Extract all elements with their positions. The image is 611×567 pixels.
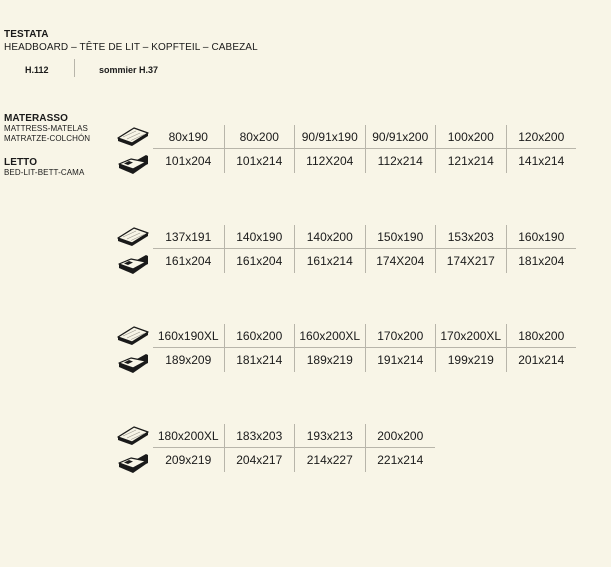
bed-size: 181x214 — [224, 348, 295, 372]
mattress-size: 193x213 — [294, 424, 365, 448]
mattress-size: 80x200 — [224, 125, 295, 149]
bed-size: 191x214 — [365, 348, 436, 372]
bed-size: 112X204 — [294, 149, 365, 173]
bed-icon — [115, 151, 149, 175]
mattress-size: 160x190 — [506, 225, 577, 249]
header-subtitle: HEADBOARD – TÊTE DE LIT – KOPFTEIL – CABEZAL — [4, 42, 258, 53]
bed-size: 121x214 — [435, 149, 506, 173]
mattress-size: 200x200 — [365, 424, 436, 448]
mattress-icon — [115, 123, 149, 147]
bed-size: 201x214 — [506, 348, 577, 372]
mattress-size: 140x200 — [294, 225, 365, 249]
bed-icon — [115, 450, 149, 474]
mattress-size: 183x203 — [224, 424, 295, 448]
bed-size: 141x214 — [506, 149, 577, 173]
mattress-size: 180x200 — [506, 324, 577, 348]
bed-row — [153, 448, 435, 472]
bed-size: 214x227 — [294, 448, 365, 472]
height-label: H.112 — [25, 65, 49, 75]
mattress-size: 100x200 — [435, 125, 506, 149]
bed-size: 174X217 — [435, 249, 506, 273]
bed-size: 161x214 — [294, 249, 365, 273]
mattress-icon — [115, 322, 149, 346]
mattress-icon — [115, 223, 149, 247]
mattress-size: 90/91x190 — [294, 125, 365, 149]
bed-size: 189x209 — [165, 353, 212, 367]
bed-size: 174X204 — [365, 249, 436, 273]
bed-icon — [115, 251, 149, 275]
bed-size: 101x204 — [165, 154, 212, 168]
mattress-size: 120x200 — [506, 125, 577, 149]
mattress-size: 140x190 — [224, 225, 295, 249]
mattress-row — [153, 225, 576, 249]
mattress-size: 150x190 — [365, 225, 436, 249]
size-block-1 — [112, 123, 582, 179]
bed-row — [153, 348, 576, 372]
bed-size: 204x217 — [224, 448, 295, 472]
legend-mattress-sub2: MATRATZE-COLCHÓN — [4, 134, 91, 143]
size-block-4 — [112, 422, 582, 478]
bed-icon — [115, 350, 149, 374]
size-block-2 — [112, 223, 582, 279]
legend-bed-sub: BED-LIT-BETT-CAMA — [4, 168, 85, 177]
bed-size: 199x219 — [435, 348, 506, 372]
mattress-size: 170x200 — [365, 324, 436, 348]
mattress-size: 180x200XL — [157, 429, 219, 443]
mattress-size: 90/91x200 — [365, 125, 436, 149]
mattress-size: 160x190XL — [157, 329, 219, 343]
header-title: TESTATA — [4, 29, 49, 40]
mattress-size: 137x191 — [165, 230, 212, 244]
bed-size: 161x204 — [224, 249, 295, 273]
mattress-size: 153x203 — [435, 225, 506, 249]
mattress-size: 170x200XL — [435, 324, 506, 348]
mattress-row — [153, 125, 576, 149]
mattress-row — [153, 424, 435, 448]
legend-bed-title: LETTO — [4, 157, 38, 168]
mattress-size: 160x200XL — [294, 324, 365, 348]
bed-size: 101x214 — [224, 149, 295, 173]
legend-mattress-title: MATERASSO — [4, 113, 69, 124]
bed-row — [153, 249, 576, 273]
bed-size: 221x214 — [365, 448, 436, 472]
bed-size: 161x204 — [165, 254, 212, 268]
header-divider — [74, 59, 75, 77]
bed-size: 189x219 — [294, 348, 365, 372]
size-block-3 — [112, 322, 582, 378]
sommier-label: sommier H.37 — [99, 65, 159, 75]
bed-size: 209x219 — [165, 453, 212, 467]
mattress-size: 160x200 — [224, 324, 295, 348]
mattress-row — [153, 324, 576, 348]
bed-row — [153, 149, 576, 173]
mattress-icon — [115, 422, 149, 446]
bed-size: 112x214 — [365, 149, 436, 173]
legend-mattress-sub1: MATTRESS-MATELAS — [4, 124, 88, 133]
bed-size: 181x204 — [506, 249, 577, 273]
mattress-size: 80x190 — [168, 130, 208, 144]
